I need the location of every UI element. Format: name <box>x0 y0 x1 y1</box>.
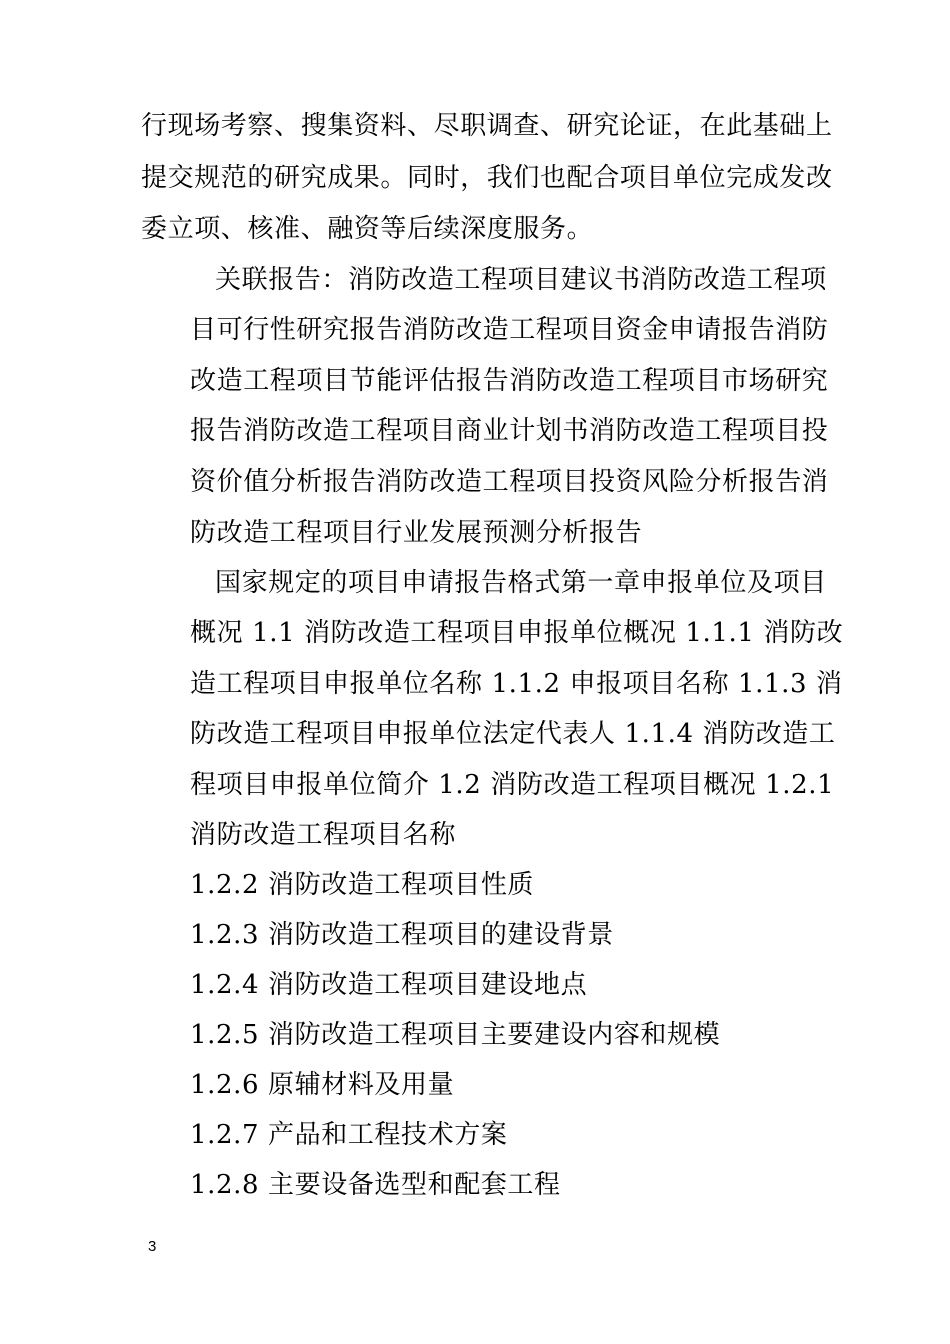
related-line-1: 关联报告：消防改造工程项目建议书消防改造工程项 <box>215 265 827 295</box>
related-line-3: 改造工程项目节能评估报告消防改造工程项目市场研究 <box>190 366 829 396</box>
format-line-1: 国家规定的项目申请报告格式第一章申报单位及项目 <box>215 568 827 598</box>
list-item: 1.2.2 消防改造工程项目性质 <box>190 870 535 900</box>
intro-line-2: 提交规范的研究成果。同时，我们也配合项目单位完成发改 <box>141 163 833 193</box>
format-line-2: 概况 1.1 消防改造工程项目申报单位概况 1.1.1 消防改 <box>190 618 844 648</box>
related-line-6: 防改造工程项目行业发展预测分析报告 <box>190 518 643 548</box>
page-number: 3 <box>148 1238 157 1255</box>
list-item: 1.2.3 消防改造工程项目的建设背景 <box>190 920 614 950</box>
list-item: 1.2.4 消防改造工程项目建设地点 <box>190 970 588 1000</box>
related-line-5: 资价值分析报告消防改造工程项目投资风险分析报告消 <box>190 467 829 497</box>
list-item: 1.2.6 原辅材料及用量 <box>190 1070 455 1100</box>
format-line-4: 防改造工程项目申报单位法定代表人 1.1.4 消防改造工 <box>190 719 836 749</box>
format-line-6: 消防改造工程项目名称 <box>190 820 457 850</box>
format-line-5: 程项目申报单位简介 1.2 消防改造工程项目概况 1.2.1 <box>190 770 835 800</box>
related-line-4: 报告消防改造工程项目商业计划书消防改造工程项目投 <box>190 416 829 446</box>
list-item: 1.2.8 主要设备选型和配套工程 <box>190 1170 561 1200</box>
related-line-2: 目可行性研究报告消防改造工程项目资金申请报告消防 <box>190 315 829 345</box>
format-line-3: 造工程项目申报单位名称 1.1.2 申报项目名称 1.1.3 消 <box>190 669 843 699</box>
list-item: 1.2.5 消防改造工程项目主要建设内容和规模 <box>190 1020 721 1050</box>
intro-line-1: 行现场考察、搜集资料、尽职调查、研究论证，在此基础上 <box>141 111 833 141</box>
list-item: 1.2.7 产品和工程技术方案 <box>190 1120 508 1150</box>
intro-line-3: 委立项、核准、融资等后续深度服务。 <box>141 214 594 244</box>
